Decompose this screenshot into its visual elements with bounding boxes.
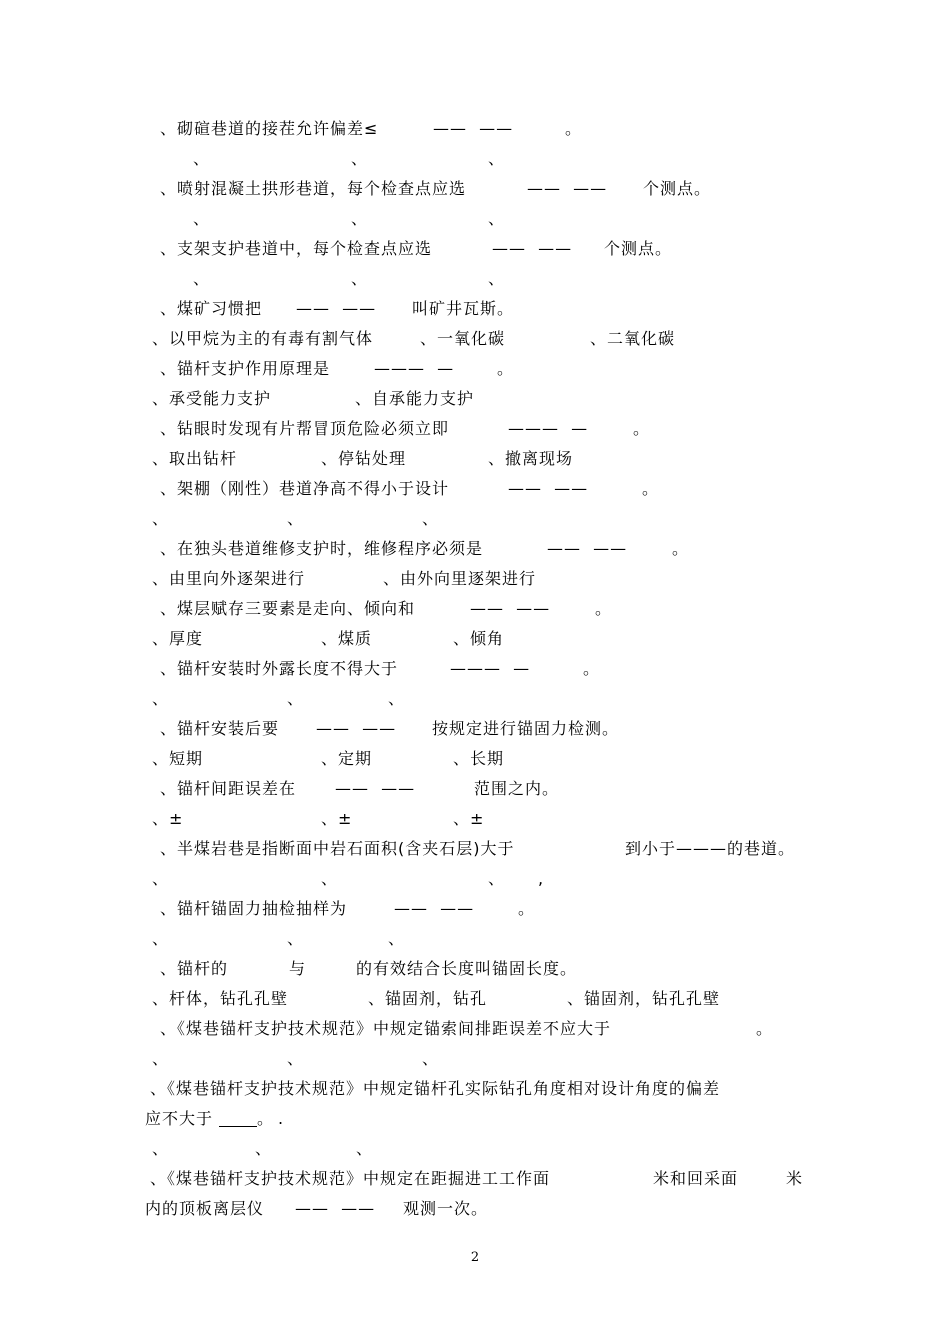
text-segment: 、 [152, 509, 170, 528]
text-segment: 范围之内。 [474, 779, 560, 798]
text-line [0, 234, 950, 264]
text-segment: 、 [193, 209, 211, 228]
text-segment: 。 [672, 539, 690, 558]
text-segment: 、 [255, 1139, 273, 1158]
text-segment: —— —— [508, 479, 589, 498]
text-segment: 、± [152, 809, 184, 828]
text-segment: 、取出钻杆 [152, 449, 238, 468]
text-segment: 叫矿井瓦斯。 [412, 299, 515, 318]
text-segment: 、以甲烷为主的有毒有割气体 [152, 329, 374, 348]
text-line [0, 1104, 950, 1134]
text-line [0, 744, 950, 774]
text-segment: 、± [453, 809, 485, 828]
text-line [0, 534, 950, 564]
text-line [0, 1164, 950, 1194]
text-segment: 。 [633, 419, 651, 438]
text-segment: 、喷射混凝土拱形巷道，每个检查点应选 [160, 179, 467, 198]
text-segment: 、《煤巷锚杆支护技术规范》中规定锚杆孔实际钻孔角度相对设计角度的偏差 [150, 1079, 721, 1098]
text-segment: ——— — [508, 419, 589, 438]
text-segment: 、锚杆间距误差在 [160, 779, 297, 798]
text-segment: —— —— [335, 779, 416, 798]
text-segment: —— —— [394, 899, 475, 918]
text-segment: 、 [351, 149, 369, 168]
text-line [0, 864, 950, 894]
text-line [0, 354, 950, 384]
text-segment: 、 [287, 929, 305, 948]
text-segment: 、 [388, 689, 406, 708]
text-segment: 、定期 [321, 749, 373, 768]
text-segment: 、 [488, 149, 506, 168]
text-segment: 个测点。 [643, 179, 712, 198]
text-segment: 、由里向外逐架进行 [152, 569, 306, 588]
text-segment: . [278, 1109, 285, 1128]
text-segment: 、 [488, 869, 506, 888]
text-segment: 、 [152, 689, 170, 708]
text-segment: 、锚杆的 [160, 959, 229, 978]
text-segment: 内的顶板离层仪 [145, 1199, 265, 1218]
text-segment: 、 [152, 1049, 170, 1068]
text-line [0, 504, 950, 534]
text-segment: 、《煤巷锚杆支护技术规范》中规定在距掘进工工作面 [150, 1169, 551, 1188]
text-segment: ——— — [450, 659, 531, 678]
text-line [0, 294, 950, 324]
text-segment: 、 [193, 149, 211, 168]
text-segment: —— —— [492, 239, 573, 258]
text-segment: 、 [287, 509, 305, 528]
text-line [0, 684, 950, 714]
text-segment: 、一氧化碳 [420, 329, 506, 348]
text-segment: 、砌碹巷道的接茬允许偏差≤ [160, 119, 379, 138]
text-segment: 。 [518, 899, 536, 918]
text-line [0, 474, 950, 504]
text-segment: 、锚杆安装时外露长度不得大于 [160, 659, 399, 678]
text-line [0, 564, 950, 594]
text-line [0, 204, 950, 234]
text-segment: —— —— [527, 179, 608, 198]
text-segment: 。 [595, 599, 613, 618]
text-line [0, 894, 950, 924]
text-segment: 米 [786, 1169, 804, 1188]
text-line [0, 414, 950, 444]
text-line [0, 144, 950, 174]
text-line [0, 954, 950, 984]
text-segment: 、锚杆锚固力抽检抽样为 [160, 899, 348, 918]
text-segment: 、煤矿习惯把 [160, 299, 263, 318]
text-line [0, 1134, 950, 1164]
text-segment: 。 [756, 1019, 774, 1038]
text-line [0, 774, 950, 804]
text-segment: 、锚固剂，钻孔孔壁 [567, 989, 721, 1008]
text-line [0, 654, 950, 684]
text-segment: 、 [422, 509, 440, 528]
text-segment: 。 [497, 359, 515, 378]
text-line [0, 174, 950, 204]
text-segment: 、杆体，钻孔孔壁 [152, 989, 289, 1008]
text-segment: , [538, 869, 545, 888]
text-segment: 、短期 [152, 749, 204, 768]
text-segment: 、架棚（刚性）巷道净高不得小于设计 [160, 479, 450, 498]
text-segment: 、半煤岩巷是指断面中岩石面积(含夹石层)大于 [160, 839, 515, 858]
text-segment: 、钻眼时发现有片帮冒顶危险必须立即 [160, 419, 450, 438]
text-segment: 米和回采面 [653, 1169, 739, 1188]
text-line [0, 984, 950, 1014]
page-number: 2 [470, 1250, 480, 1265]
text-line [0, 444, 950, 474]
text-line [0, 1074, 950, 1104]
text-segment: 、停钻处理 [321, 449, 407, 468]
text-segment: 、锚杆安装后要 [160, 719, 280, 738]
text-line [0, 714, 950, 744]
text-segment: 、锚杆支护作用原理是 [160, 359, 331, 378]
text-line [0, 624, 950, 654]
text-segment: —— —— [433, 119, 514, 138]
text-segment: 、 [351, 209, 369, 228]
text-segment: 应不大于 [145, 1109, 214, 1128]
text-segment: 。 [583, 659, 601, 678]
text-segment: 个测点。 [604, 239, 673, 258]
text-segment: 、支架支护巷道中，每个检查点应选 [160, 239, 433, 258]
text-segment: 、煤层赋存三要素是走向、倾向和 [160, 599, 416, 618]
text-segment: 。 [257, 1109, 275, 1128]
text-segment: 、锚固剂，钻孔 [368, 989, 488, 1008]
text-segment: 、倾角 [453, 629, 505, 648]
text-segment: 、撤离现场 [488, 449, 574, 468]
text-segment: 、 [152, 1139, 170, 1158]
text-line [0, 114, 950, 144]
text-segment: 到小于———的巷道。 [625, 839, 796, 858]
text-segment: 、 [488, 269, 506, 288]
text-segment: —— —— [295, 1199, 376, 1218]
text-segment: 的有效结合长度叫锚固长度。 [356, 959, 578, 978]
text-line [0, 384, 950, 414]
text-segment: 按规定进行锚固力检测。 [432, 719, 620, 738]
text-line [0, 1194, 950, 1224]
text-line [0, 1014, 950, 1044]
text-segment: 、 [422, 1049, 440, 1068]
text-segment: 、 [321, 869, 339, 888]
text-line [0, 264, 950, 294]
text-segment: 、自承能力支护 [355, 389, 475, 408]
text-segment: 、由外向里逐架进行 [383, 569, 537, 588]
text-segment: 、 [287, 1049, 305, 1068]
text-segment: 、 [193, 269, 211, 288]
text-segment: 、 [356, 1139, 374, 1158]
fill-in-underline [219, 1126, 257, 1127]
text-segment: 。 [642, 479, 660, 498]
text-segment: 、 [488, 209, 506, 228]
text-line [0, 804, 950, 834]
text-segment: 与 [289, 959, 307, 978]
text-segment: 、煤质 [321, 629, 373, 648]
text-segment: 、《煤巷锚杆支护技术规范》中规定锚索间排距误差不应大于 [160, 1019, 612, 1038]
text-segment: 、 [351, 269, 369, 288]
text-segment: 、长期 [453, 749, 505, 768]
text-segment: 、 [388, 929, 406, 948]
text-segment: 、 [152, 929, 170, 948]
text-segment: 、厚度 [152, 629, 204, 648]
text-segment: —— —— [547, 539, 628, 558]
text-line [0, 594, 950, 624]
text-segment: ——— — [374, 359, 455, 378]
text-segment: 、承受能力支护 [152, 389, 272, 408]
text-line [0, 834, 950, 864]
text-line [0, 924, 950, 954]
text-segment: 、二氧化碳 [590, 329, 676, 348]
text-line [0, 1044, 950, 1074]
text-segment: 、 [152, 869, 170, 888]
text-segment: —— —— [296, 299, 377, 318]
text-segment: 、在独头巷道维修支护时，维修程序必须是 [160, 539, 484, 558]
text-segment: 观测一次。 [403, 1199, 489, 1218]
text-segment: —— —— [316, 719, 397, 738]
text-segment: —— —— [470, 599, 551, 618]
text-segment: 、 [287, 689, 305, 708]
text-line [0, 324, 950, 354]
text-segment: 。 [565, 119, 583, 138]
text-segment: 、± [321, 809, 353, 828]
